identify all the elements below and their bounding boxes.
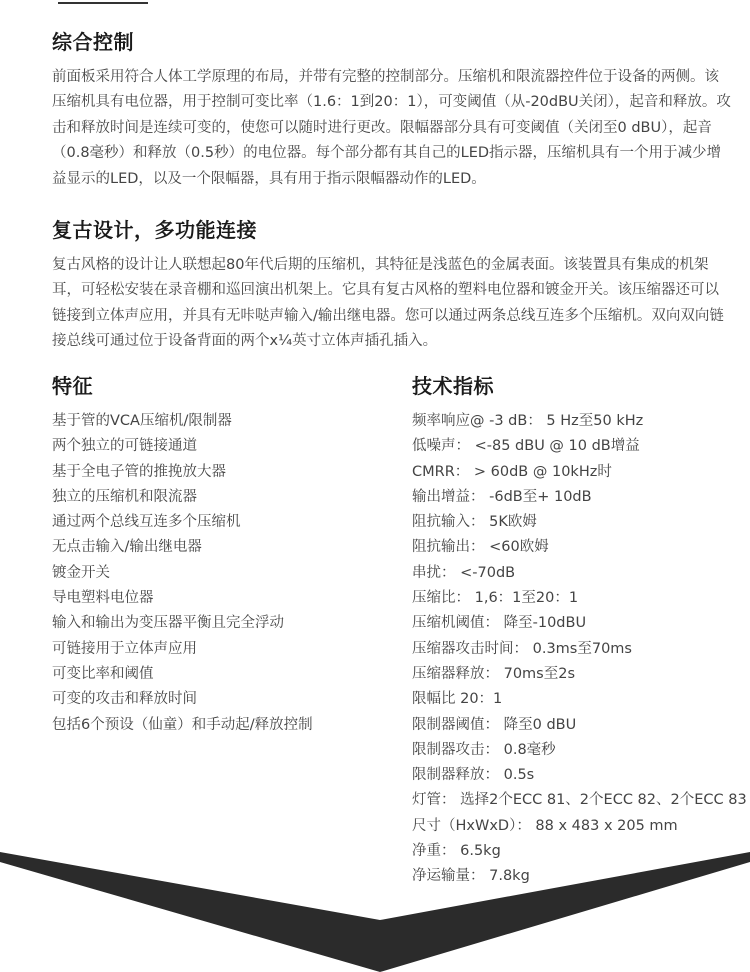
feature-item: 可链接用于立体声应用 — [52, 640, 197, 657]
retro-design-text: 复古风格的设计让人联想起80年代后期的压缩机，其特征是浅蓝色的金属表面。该装置具有集成的机架耳，可轻松安装在录音棚和巡回演出机架上。它具有复古风格的塑料电位器和镀金开关。该压缩器还可以链接到立体声应用，并具有无咔哒声输入/输出继电器。您可以通过两条总线互连多个压缩机。双向双向链接总线可通过位于设备背面的两个x¼英寸立体声插孔插入。 — [52, 257, 724, 350]
spec-item: 限制器释放： 0.5s — [412, 767, 535, 784]
specs-column — [412, 370, 747, 890]
retro-design-section — [52, 214, 732, 355]
spec-item: CMRR： > 60dB @ 10kHz时 — [412, 463, 612, 480]
spec-item: 阻抗输出： <60欧姆 — [412, 539, 549, 556]
spec-item: 净重： 6.5kg — [412, 843, 501, 860]
spec-item: 压缩比： 1,6：1至20：1 — [412, 590, 579, 607]
spec-item: 限制器攻击： 0.8毫秒 — [412, 741, 556, 758]
spec-item: 灯管： 选择2个ECC 81、2个ECC 82、2个ECC 83 — [412, 792, 747, 809]
spec-item: 限幅比 20：1 — [412, 691, 503, 708]
spec-item: 串扰： <-70dB — [412, 564, 516, 581]
spec-item: 压缩机阈值： 降至-10dBU — [412, 615, 587, 632]
feature-item: 可变比率和阈值 — [52, 665, 154, 682]
specs-title: 技术指标 — [412, 374, 494, 398]
spec-item: 频率响应@ -3 dB： 5 Hz至50 kHz — [412, 413, 644, 429]
feature-item: 两个独立的可链接通道 — [52, 438, 197, 455]
spec-item: 压缩器释放： 70ms至2s — [412, 665, 576, 682]
spec-item: 压缩器攻击时间： 0.3ms至70ms — [412, 640, 632, 657]
features-column — [52, 370, 392, 738]
spec-item: 低噪声： <-85 dBU @ 10 dB增益 — [412, 438, 640, 455]
comprehensive-control-text: 前面板采用符合人体工学原理的布局，并带有完整的控制部分。压缩机和限流器控件位于设备的两侧。该压缩机具有电位器，用于控制可变比率（1.6：1到20：1），可变阈值（从-20dBU关闭），起音和释放。攻击和释放时间是连续可变的，使您可以随时进行更改。限幅器部分具有可变阈值（关闭至0 dBU），起音（0.8毫秒）和释放（0.5秒）的电位器。每个部分都有其自己的LED指示器，压缩机具有一个用于减少增益显示的LED，以及一个限幅器，具有用于指示限幅器动作的LED。 — [52, 69, 731, 187]
spec-item: 净运输量： 7.8kg — [412, 868, 530, 885]
feature-item: 镀金开关 — [52, 564, 110, 581]
top-cut-fragment — [58, 0, 148, 4]
feature-item: 基于全电子管的推挽放大器 — [52, 463, 226, 480]
feature-item: 通过两个总线互连多个压缩机 — [52, 514, 241, 531]
chevron-shape — [0, 852, 750, 972]
section-title-retro-design: 复古设计，多功能连接 — [52, 218, 257, 242]
chevron-down-decoration — [0, 840, 750, 972]
spec-item: 输出增益： -6dB至+ 10dB — [412, 488, 592, 505]
feature-item: 独立的压缩机和限流器 — [52, 488, 197, 505]
comprehensive-control-section — [52, 26, 732, 192]
feature-item: 可变的攻击和释放时间 — [52, 691, 197, 708]
features-list — [52, 409, 392, 738]
features-title: 特征 — [52, 374, 93, 398]
specs-list — [412, 409, 747, 890]
feature-item: 基于管的VCA压缩机/限制器 — [52, 413, 232, 429]
feature-item: 输入和输出为变压器平衡且完全浮动 — [52, 615, 284, 632]
section-title-comprehensive-control: 综合控制 — [52, 30, 134, 54]
spec-item: 阻抗输入： 5K欧姆 — [412, 514, 537, 531]
feature-item: 导电塑料电位器 — [52, 590, 154, 607]
feature-item: 包括6个预设（仙童）和手动起/释放控制 — [52, 716, 313, 733]
spec-item: 限制器阈值： 降至0 dBU — [412, 716, 577, 733]
spec-item: 尺寸（HxWxD）： 88 x 483 x 205 mm — [412, 817, 678, 834]
feature-item: 无点击输入/输出继电器 — [52, 539, 202, 556]
